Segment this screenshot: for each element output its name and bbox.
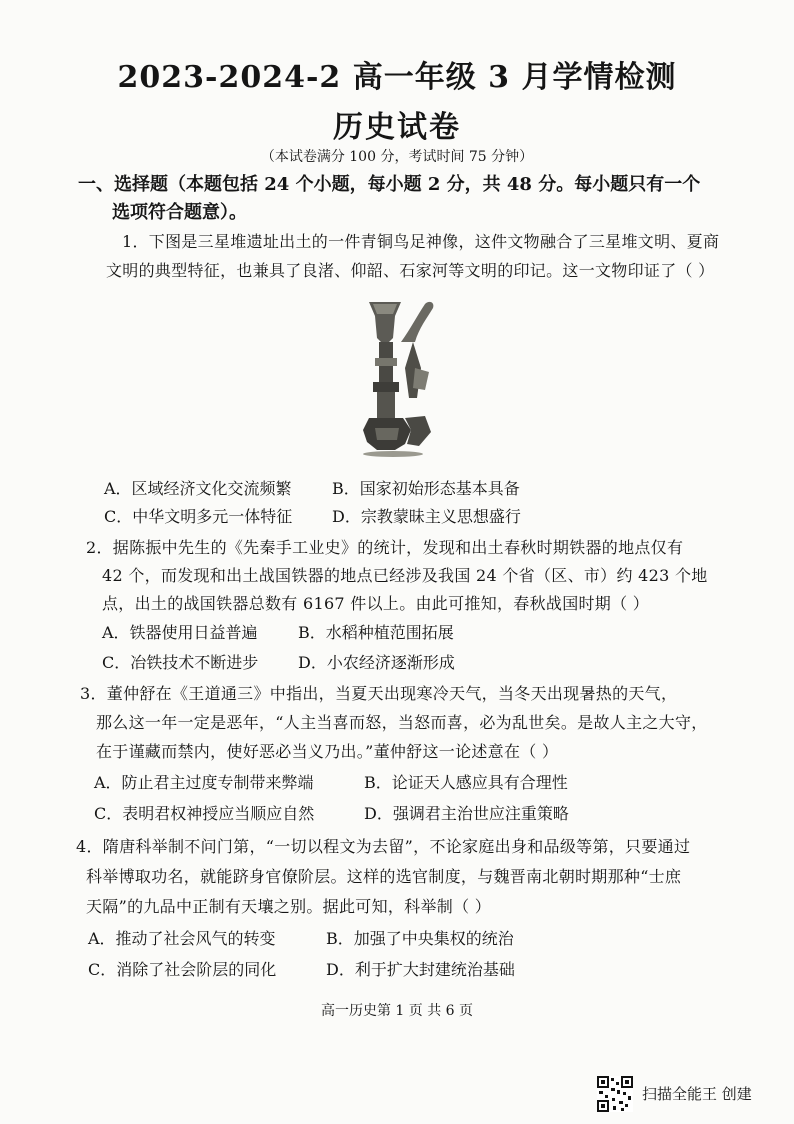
q4-option-c: C．消除了社会阶层的同化 [88,960,277,979]
q3-stem-line1: 3．董仲舒在《王道通三》中指出，当夏天出现寒冷天气，当冬天出现暑热的天气， [80,684,678,703]
q3-option-d: D．强调君主治世应注重策略 [364,804,569,823]
qr-code-icon [597,1076,633,1112]
q1-stem-line2: 文明的典型特征，也兼具了良渚、仰韶、石家河等文明的印记。这一文物印证了（ ） [106,261,715,280]
exam-title: 2023-2024-2 高一年级 3 月学情检测 [117,60,677,95]
q4-stem-line2: 科举博取功名，就能跻身官僚阶层。这样的选官制度，与魏晋南北朝时期那种“士庶 [86,867,682,886]
q3-stem-line2: 那么这一年一定是恶年，“人主当喜而怒，当怒而喜，必为乱世矣。是故人主之大守， [96,713,708,732]
q4-option-a: A．推动了社会风气的转变 [88,929,276,948]
q2-option-a: A．铁器使用日益普遍 [102,623,258,642]
bronze-bird-foot-statue-image [355,298,455,458]
q1-option-a: A．区域经济文化交流频繁 [104,479,292,498]
q4-option-d: D．利于扩大封建统治基础 [326,960,515,979]
q3-option-c: C．表明君权神授应当顺应自然 [94,804,315,823]
q2-option-b: B．水稻种植范围拓展 [298,623,454,642]
q2-stem-line3: 点，出土的战国铁器总数有 6167 件以上。由此可推知，春秋战国时期（ ） [102,594,650,613]
q1-stem-line1: 1．下图是三星堆遗址出土的一件青铜鸟足神像，这件文物融合了三星堆文明、夏商 [122,232,720,251]
q3-option-a: A．防止君主过度专制带来弊端 [94,773,314,792]
section-heading-line1: 一、选择题（本题包括 24 个小题，每小题 2 分，共 48 分。每小题只有一个 [78,174,701,195]
q2-stem-line2: 42 个，而发现和出土战国铁器的地点已经涉及我国 24 个省（区、市）约 423 个地 [102,566,708,585]
scanner-brand-label: 扫描全能王 创建 [642,1085,752,1103]
q1-option-c: C．中华文明多元一体特征 [104,507,293,526]
q1-option-d: D．宗教蒙昧主义思想盛行 [332,507,521,526]
q4-stem-line1: 4．隋唐科举制不问门第，“一切以程文为去留”，不论家庭出身和品级等第，只要通过 [76,837,691,856]
page-footer: 高一历史第 1 页 共 6 页 [320,1003,474,1019]
q2-option-c: C．冶铁技术不断进步 [102,653,259,672]
q3-stem-line3: 在于谨藏而禁内，使好恶必当义乃出。”董仲舒这一论述意在（ ） [96,742,559,761]
q4-stem-line3: 天隔”的九品中正制有天壤之别。据此可知，科举制（ ） [86,897,492,916]
q3-option-b: B．论证天人感应具有合理性 [364,773,568,792]
section-heading-line2: 选项符合题意）。 [112,202,247,223]
subject-title: 历史试卷 [333,110,461,145]
q2-stem-line1: 2．据陈振中先生的《先秦手工业史》的统计，发现和出土春秋时期铁器的地点仅有 [86,538,684,557]
exam-note: （本试卷满分 100 分，考试时间 75 分钟） [260,149,534,165]
q1-option-b: B．国家初始形态基本具备 [332,479,520,498]
q2-option-d: D．小农经济逐渐形成 [298,653,455,672]
q4-option-b: B．加强了中央集权的统治 [326,929,514,948]
